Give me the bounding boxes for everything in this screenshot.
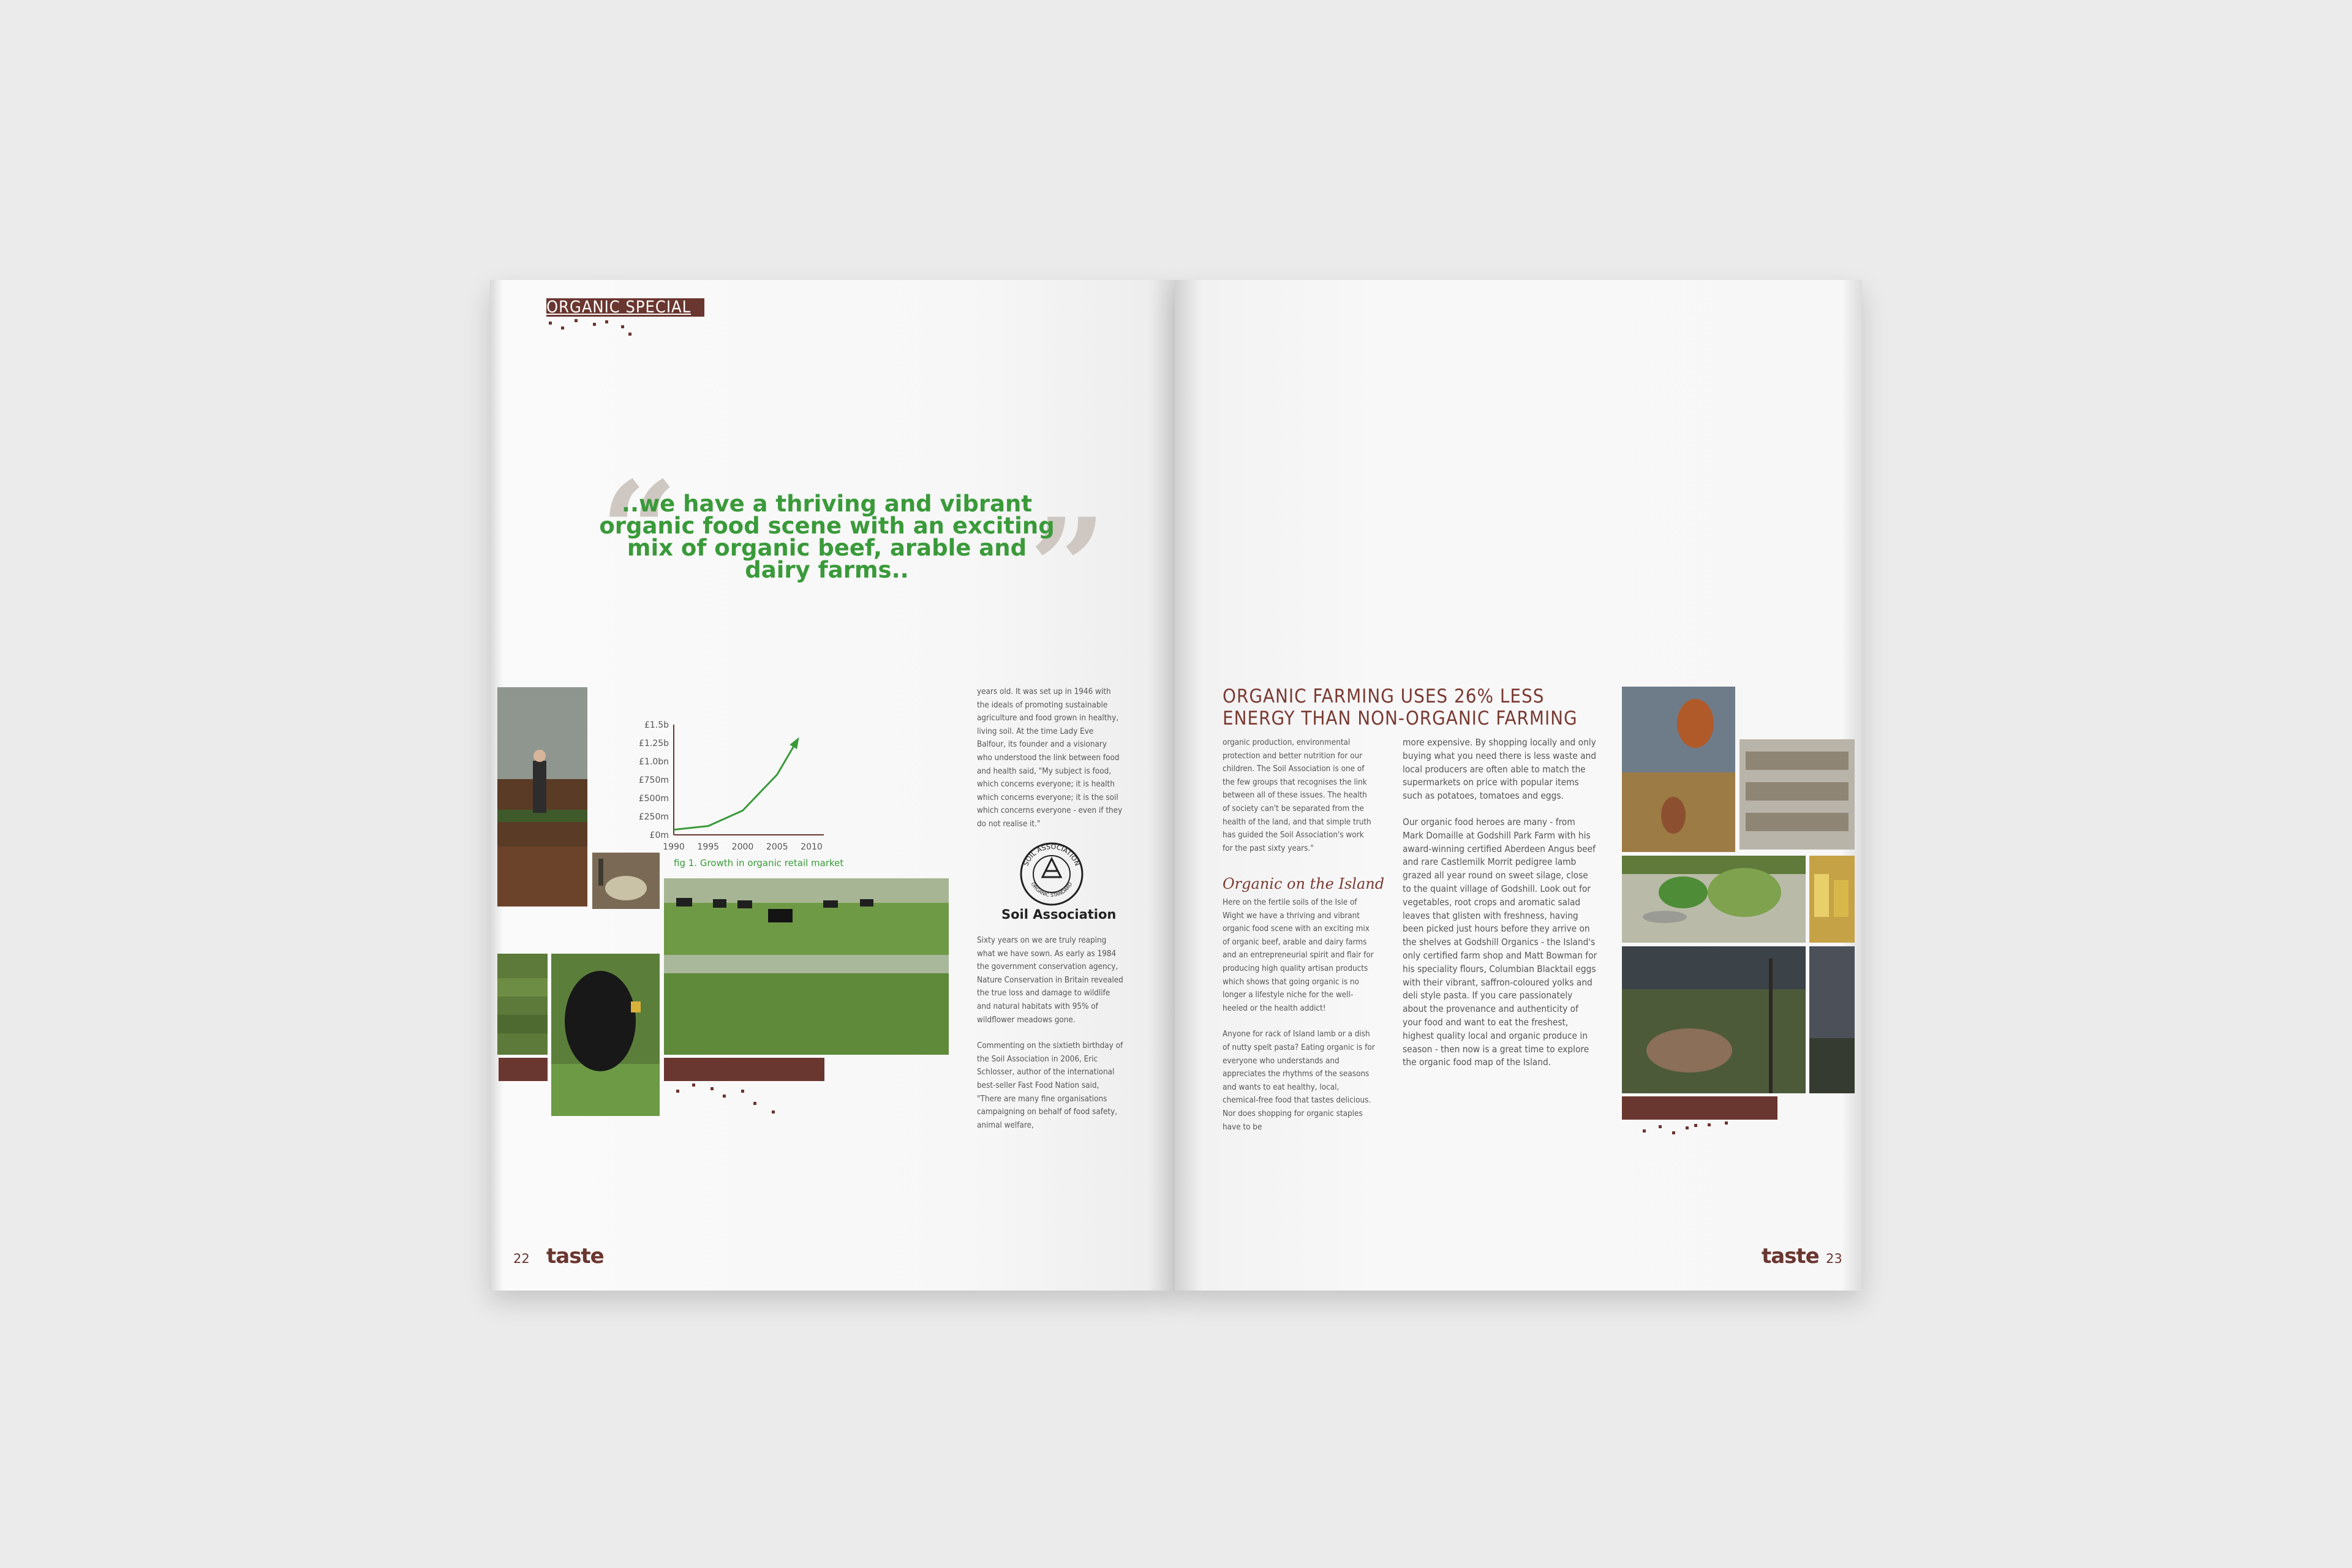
quote-close-mark: ” xyxy=(1029,488,1107,647)
y-tick-label: £0m xyxy=(649,831,669,840)
jars-photo xyxy=(1809,856,1855,943)
article-column-2 xyxy=(1403,736,1599,1082)
body-column-left-page-lower xyxy=(977,934,1124,1145)
page-number-right: 23 xyxy=(1826,1251,1842,1266)
article-subhead: Organic on the Island xyxy=(1223,875,1385,892)
svg-text:SOIL ASSOCIATION xyxy=(1022,843,1082,867)
black-cow-photo xyxy=(551,954,660,1116)
article-column-1 xyxy=(1223,736,1376,868)
x-tick-label: 1990 xyxy=(663,842,685,852)
page-number-left: 22 xyxy=(513,1251,530,1266)
body-paragraph: Sixty years on we are truly reaping what we have sown. As early as 1984 the government conservation agency, Nature Conservation in Britain revealed the true loss and damage to wildlife and natural habitats with 95% of wildflower meadows gone. xyxy=(977,936,1123,1025)
y-tick-label: £1.0bn xyxy=(639,757,669,767)
black-cow-image xyxy=(551,954,660,1116)
photo-caption-bar-right xyxy=(1622,1096,1777,1120)
left-page xyxy=(490,280,1175,1291)
taste-logo-right: taste xyxy=(1762,1244,1819,1268)
right-page xyxy=(1175,280,1862,1291)
series-arrowhead xyxy=(790,737,799,749)
section-tag xyxy=(546,298,704,317)
organic-market-chart xyxy=(619,721,827,868)
y-tick-label: £1.5b xyxy=(644,721,669,730)
y-tick-label: £750m xyxy=(638,775,669,785)
y-tick-label: £250m xyxy=(638,812,669,822)
cattle-meadow-photo xyxy=(664,878,949,1055)
taste-logo-left: taste xyxy=(546,1244,604,1268)
photo-caption-bar-center xyxy=(664,1058,824,1081)
soil-association-emblem xyxy=(1018,840,1085,908)
pull-quote: ..we have a thriving and vibrant organic food scene with an exciting mix of organic beef, arable and dairy farms.. xyxy=(599,491,1055,583)
cattle-meadow-image xyxy=(664,878,949,1055)
x-tick-label: 2005 xyxy=(766,842,788,852)
article-paragraph: Here on the fertile soils of the Isle of Wight we have a thriving and vibrant organic food scene with an exciting mix of organic beef, arable and dairy farms and an entrepreneurial spirit and flair for producing high quality artisan products which shows that going organic is no longer a lifestyle niche for the well-heeled or the health addict! xyxy=(1223,898,1374,1013)
soil-association-logo xyxy=(1018,840,1085,908)
chart-caption: fig 1. Growth in organic retail market xyxy=(674,858,844,869)
logo-ring-top-text: SOIL ASSOCIATION xyxy=(1022,842,1082,867)
article-title: ORGANIC FARMING USES 26% LESS ENERGY THAN NON-ORGANIC FARMING xyxy=(1223,685,1578,729)
bird-wheatfield-image xyxy=(1622,687,1735,852)
logo-ring-bottom-text: ORGANIC STANDARD xyxy=(1030,881,1074,899)
farmer-field-image xyxy=(497,687,587,907)
body-paragraph: Commenting on the sixtieth birthday of the Soil Association in 2006, Eric Schlosser, author of the international best-seller Fast Food Nation said, "There are many fine organisations campaigning on behalf of food safety, animal welfare, xyxy=(977,1041,1123,1130)
dusk-field-image xyxy=(1809,946,1855,1093)
dusk-field-photo xyxy=(1809,946,1855,1093)
chart-plot xyxy=(619,721,827,874)
x-tick-label: 1995 xyxy=(697,842,720,852)
x-tick-label: 2000 xyxy=(731,842,754,852)
series-line xyxy=(674,739,798,830)
quote-open-mark: “ xyxy=(600,451,678,610)
pig-field-photo xyxy=(1622,946,1806,1093)
article-paragraph: Anyone for rack of Island lamb or a dish of nutty spelt pasta? Eating organic is for everyone who understands and appreciates the rhythms of the seasons and wants to eat healthy, local, chemical-free food that tastes delicious. Nor does shopping for organic staples have to be xyxy=(1223,1030,1375,1132)
grass-photo xyxy=(497,954,548,1055)
article-paragraph: organic production, environmental protection and better nutrition for our children. The Soil Association is one of the few groups that recognises the link between all of these issues. The health of society can't be separated from the health of the land, and that simple truth has guided the Soil Association's work for the past sixty years." xyxy=(1223,738,1371,853)
photo-caption-bar-left xyxy=(499,1058,548,1081)
y-tick-label: £500m xyxy=(638,794,669,804)
market-produce-photo xyxy=(1622,856,1806,943)
pig-field-image xyxy=(1622,946,1806,1093)
market-produce-image xyxy=(1622,856,1806,943)
bird-wheatfield-photo xyxy=(1622,687,1735,852)
x-tick-label: 2010 xyxy=(801,842,823,852)
body-column-left-page xyxy=(977,685,1124,844)
article-paragraph: Our organic food heroes are many - from Mark Domaille at Godshill Park Farm with his award-winning certified Aberdeen Angus beef and rare Castlemilk Morrit pedigree lamb grazed all year round on sweet silage, close to the quaint village of Godshill. Look out for vegetables, root crops and aromatic salad leaves that glisten with freshness, having been picked just hours before they arrive on the shelves at Godshill Organics - the Island's only certified farm shop and Matt Bowman for his speciality flours, Columbian Blacktail eggs with their vibrant, saffron-coloured yolks and deli style pasta. If you care passionately about the provenance and authenticity of your food and want to eat the freshest, highest quality local and organic produce in season - then now is a great time to explore the organic food map of the Island. xyxy=(1403,816,1597,1068)
grass-image xyxy=(497,954,548,1055)
soil-association-name: Soil Association xyxy=(1001,907,1117,922)
crates-photo xyxy=(1740,739,1855,850)
farmer-field-photo xyxy=(497,687,587,907)
article-column-1-lower xyxy=(1223,896,1376,1147)
y-tick-label: £1.25b xyxy=(639,739,669,748)
crates-image xyxy=(1740,739,1855,850)
section-tag-label: ORGANIC SPECIAL xyxy=(546,298,692,317)
article-paragraph: more expensive. By shopping locally and only buying what you need there is less waste and local producers are often able to match the supermarkets on price with popular items such as potatoes, tomatoes and eggs. xyxy=(1403,737,1596,802)
jars-image xyxy=(1809,856,1855,943)
body-paragraph: years old. It was set up in 1946 with the ideals of promoting sustainable agriculture and food grown in healthy, living soil. At the time Lady Eve Balfour, its founder and a visionary who understood the link between food and health said, "My subject is food, which concerns everyone; it is health which concerns everyone; it is the soil which concerns everyone - even if they do not realise it." xyxy=(977,687,1123,829)
